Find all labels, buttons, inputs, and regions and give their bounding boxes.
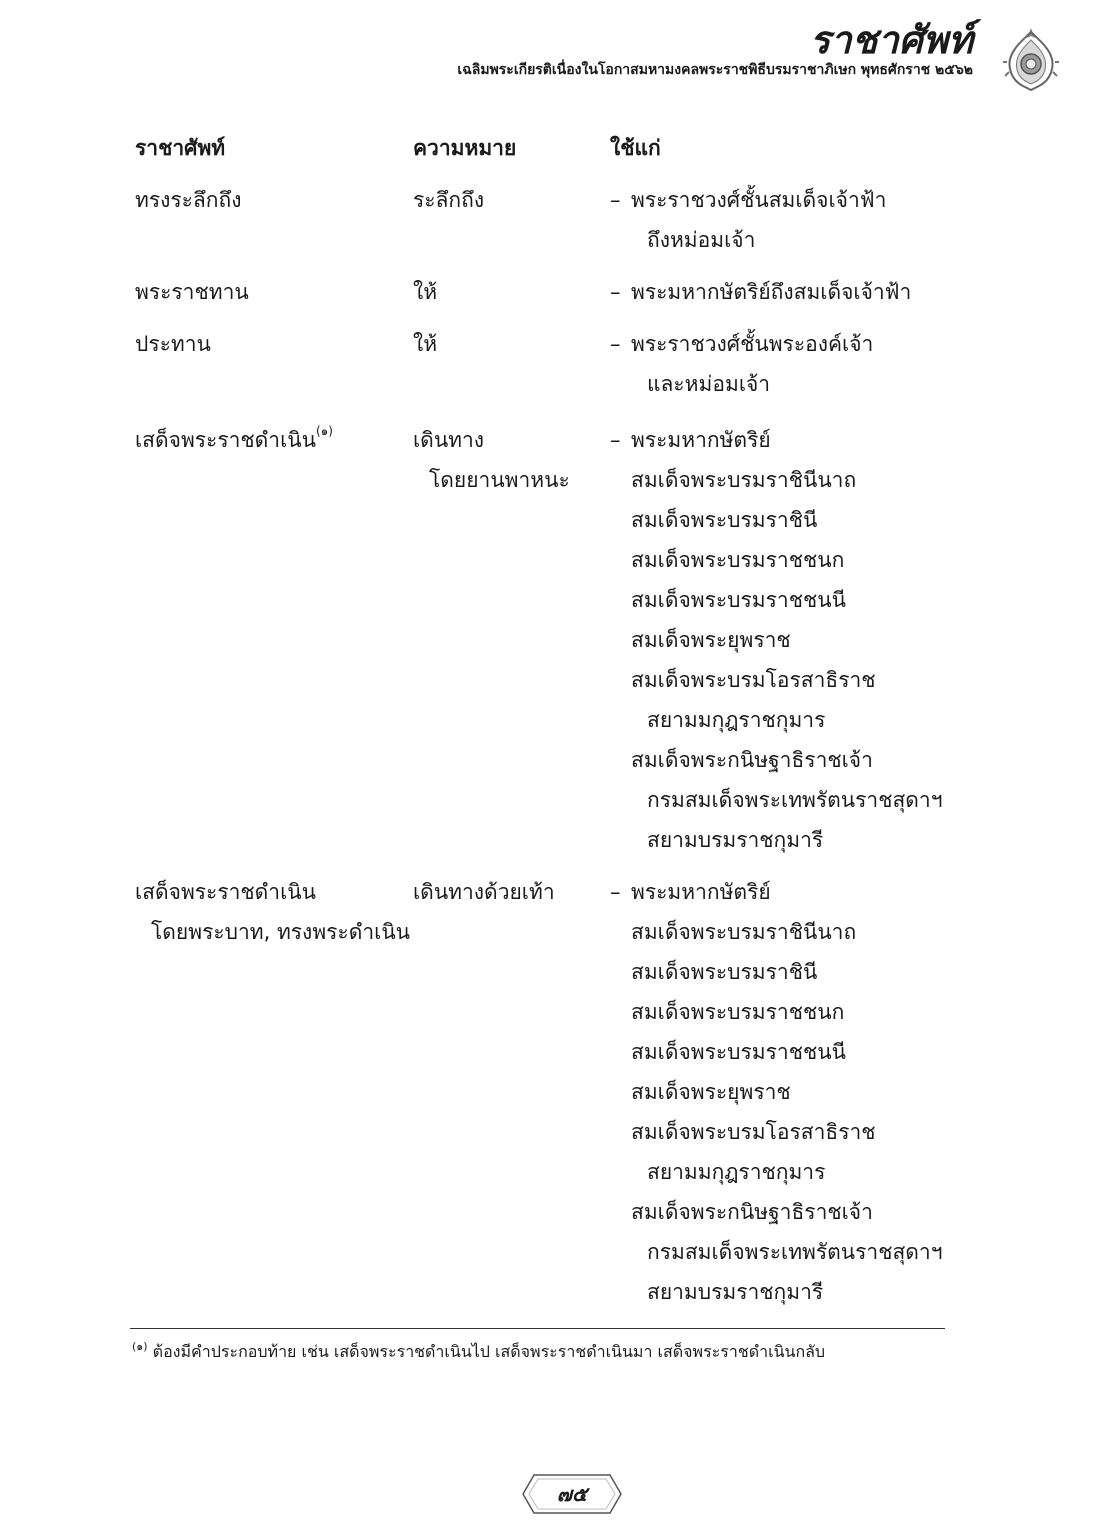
header-usage: ใช้แก่ [610,136,661,160]
royal-vocabulary-table [135,128,955,1312]
footnote [132,1340,825,1364]
usage-cell: – พระมหากษัตริย์ สมเด็จพระบรมราชินีนาถ สมเด็จพระบรมราชินี สมเด็จพระบรมราชชนก สมเด็จพระบรมราชชนนี สมเด็จพระยุพราช สมเด็จพระบรมโอรสาธิราช สยามมกุฎราชกุมาร สมเด็จพระกนิษฐาธิราชเจ้า กรมสมเด็จพระเทพรัตนราชสุดาฯ สยามบรมราชกุมารี [610,428,943,852]
term-cell: ทรงระลึกถึง [135,188,242,212]
term-cell: เสด็จพระราชดำเนิน โดยพระบาท, ทรงพระดำเนิน [135,880,411,944]
meaning-cell: ให้ [413,280,438,304]
header-title: ราชาศัพท์ [809,17,973,62]
page-number: ๗๕ [556,1482,588,1506]
royal-seal-icon [1001,26,1061,92]
term-cell: ประทาน [135,332,211,356]
footnote-ref: (๑) [315,424,333,438]
header-meaning: ความหมาย [413,136,517,160]
table-row [135,272,955,312]
footnote-divider [130,1328,945,1329]
page-number-badge [520,1472,624,1516]
page-header [457,18,973,80]
table-row [135,324,955,404]
table-row [135,872,955,1312]
meaning-cell: ระลึกถึง [413,188,485,212]
table-header-row [135,128,955,168]
header-subtitle: เฉลิมพระเกียรติเนื่องในโอกาสมหามงคลพระราชพิธีบรมราชาภิเษก พุทธศักราช ๒๕๖๒ [457,62,973,78]
usage-cell: – พระราชวงศ์ชั้นพระองค์เจ้า และหม่อมเจ้า [610,332,874,396]
meaning-cell: เดินทาง โดยยานพาหนะ [413,428,570,492]
term-cell: เสด็จพระราชดำเนิน$^{(๑)}$ [135,424,333,452]
footnote-text: ต้องมีคำประกอบท้าย เช่น เสด็จพระราชดำเนินไป เสด็จพระราชดำเนินมา เสด็จพระราชดำเนินกลับ [152,1342,826,1361]
usage-cell: – พระมหากษัตริย์ถึงสมเด็จเจ้าฟ้า [610,280,912,304]
footnote-mark: (๑) [132,1340,148,1353]
meaning-cell: เดินทางด้วยเท้า [413,880,555,904]
usage-cell: – พระราชวงศ์ชั้นสมเด็จเจ้าฟ้า ถึงหม่อมเจ้า [610,188,887,252]
header-term: ราชาศัพท์ [135,136,226,160]
usage-cell: – พระมหากษัตริย์ สมเด็จพระบรมราชินีนาถ สมเด็จพระบรมราชินี สมเด็จพระบรมราชชนก สมเด็จพระบรมราชชนนี สมเด็จพระยุพราช สมเด็จพระบรมโอรสาธิราช สยามมกุฎราชกุมาร สมเด็จพระกนิษฐาธิราชเจ้า กรมสมเด็จพระเทพรัตนราชสุดาฯ สยามบรมราชกุมารี [610,880,943,1304]
table-row [135,180,955,260]
meaning-cell: ให้ [413,332,438,356]
term-cell: พระราชทาน [135,280,249,304]
table-row [135,420,955,860]
